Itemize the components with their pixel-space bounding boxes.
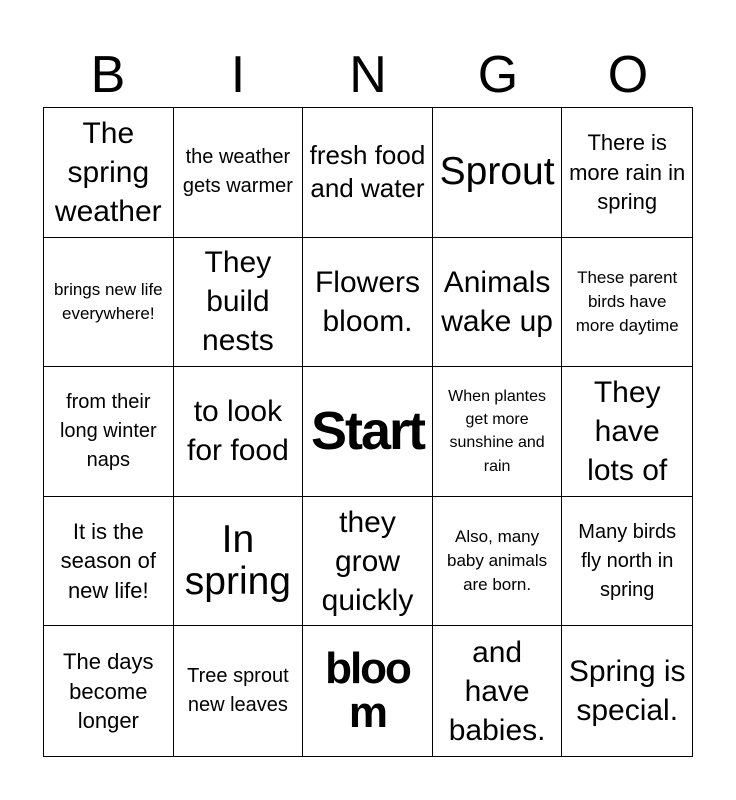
bingo-cell[interactable] <box>303 238 433 368</box>
bingo-cell[interactable] <box>433 108 563 238</box>
bingo-cell[interactable] <box>174 108 304 238</box>
bingo-cell[interactable] <box>174 626 304 756</box>
bingo-cell[interactable] <box>303 497 433 627</box>
cell-text: from their long winter naps <box>59 390 157 471</box>
cell-text: they grow quickly <box>321 505 414 617</box>
cell-text: They have lots of <box>587 375 668 487</box>
cell-text: The spring weather <box>54 116 162 228</box>
bingo-cell[interactable] <box>562 238 692 368</box>
cell-text: the weather gets warmer <box>182 146 293 198</box>
bingo-cell[interactable] <box>303 108 433 238</box>
bingo-cell[interactable] <box>174 238 304 368</box>
cell-text: In spring <box>184 517 291 604</box>
bingo-cell[interactable] <box>562 497 692 627</box>
bingo-cell[interactable] <box>303 367 433 497</box>
cell-text: These parent birds have more daytime <box>575 267 679 335</box>
cell-text: The days become longer <box>63 649 154 733</box>
cell-text: and have babies. <box>448 635 546 747</box>
bingo-header <box>43 44 693 106</box>
bingo-cell[interactable] <box>44 238 174 368</box>
bingo-cell[interactable] <box>562 626 692 756</box>
bingo-cell[interactable] <box>44 626 174 756</box>
header-letter-o: O <box>607 46 649 104</box>
cell-text: They build nests <box>202 246 274 358</box>
cell-text: Animals wake up <box>441 265 553 338</box>
bingo-cell[interactable] <box>303 626 433 756</box>
bingo-cell[interactable] <box>433 238 563 368</box>
cell-text: When plantes get more sunshine and rain <box>448 388 547 475</box>
cell-text: Flowers bloom. <box>314 265 420 338</box>
header-letter-b: B <box>90 46 126 104</box>
bingo-cell[interactable] <box>433 367 563 497</box>
cell-text: Sprout <box>439 150 555 194</box>
bingo-cell[interactable] <box>562 108 692 238</box>
cell-text: to look for food <box>187 395 289 468</box>
cell-text: Also, many baby animals are born. <box>447 526 548 595</box>
header-letter-n: N <box>349 46 387 104</box>
header-letter-i: I <box>230 46 246 104</box>
cell-text: Many birds fly north in spring <box>578 520 677 601</box>
free-space-start: Start <box>310 401 424 462</box>
cell-text: Tree sprout new leaves <box>187 665 289 717</box>
header-letter-g: G <box>477 46 519 104</box>
bingo-cell[interactable] <box>174 497 304 627</box>
bingo-cell[interactable] <box>44 497 174 627</box>
bingo-cell[interactable] <box>44 108 174 238</box>
cell-text: There is more rain in spring <box>569 130 686 214</box>
cell-text: Spring is special. <box>568 655 686 728</box>
cell-text: brings new life everywhere! <box>53 279 163 323</box>
bingo-cell[interactable] <box>44 367 174 497</box>
bingo-board <box>43 107 693 757</box>
cell-text: bloom <box>325 644 410 738</box>
bingo-cell[interactable] <box>433 626 563 756</box>
bingo-cell[interactable] <box>174 367 304 497</box>
cell-text: fresh food and water <box>309 139 426 204</box>
bingo-cell[interactable] <box>433 497 563 627</box>
cell-text: It is the season of new life! <box>60 519 156 603</box>
bingo-cell[interactable] <box>562 367 692 497</box>
